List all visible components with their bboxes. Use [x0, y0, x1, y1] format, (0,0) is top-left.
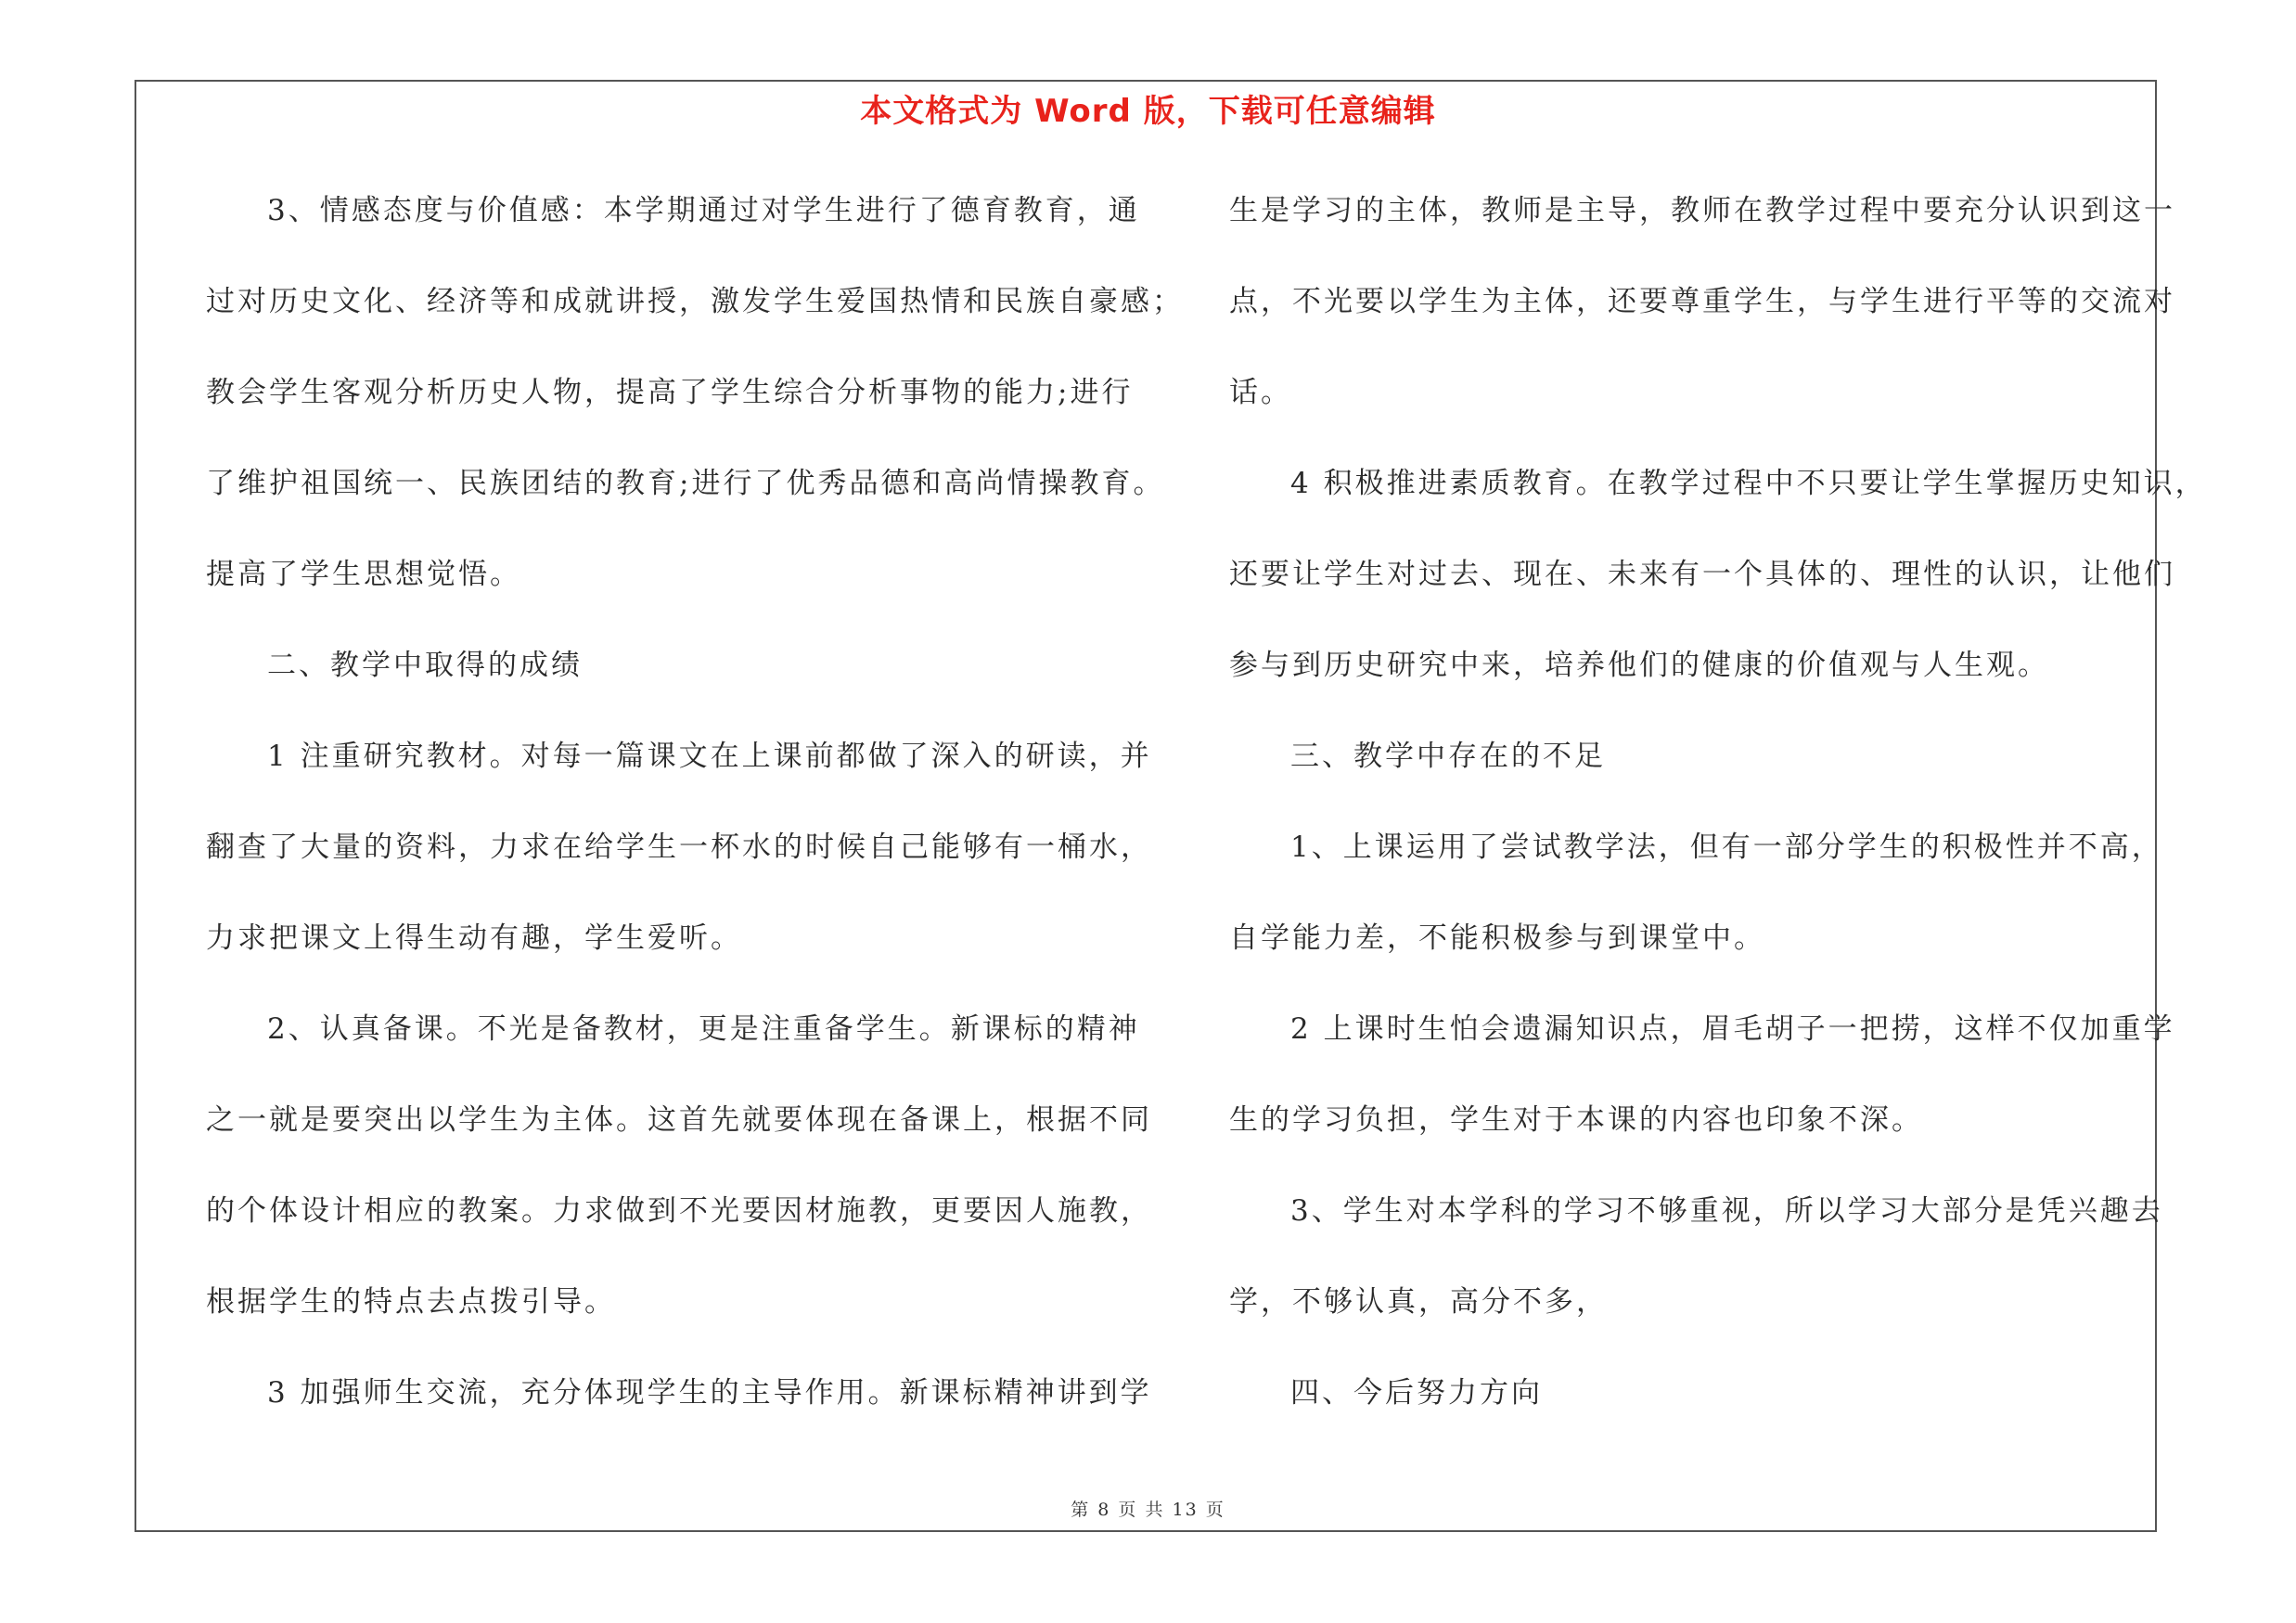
text-line: 3、学生对本学科的学习不够重视，所以学习大部分是凭兴趣去	[1290, 1194, 2163, 1228]
text-line: 1 注重研究教材。对每一篇课文在上课前都做了深入的研读，并	[267, 740, 1152, 773]
text-line: 四、今后努力方向	[1290, 1376, 1543, 1410]
text-line: 了维护祖国统一、民族团结的教育;进行了优秀品德和高尚情操教育。	[206, 467, 1165, 500]
text-line: 3 加强师生交流，充分体现学生的主导作用。新课标精神讲到学	[267, 1376, 1152, 1410]
right-column	[1229, 184, 2207, 1457]
text-line: 4 积极推进素质教育。在教学过程中不只要让学生掌握历史知识，	[1290, 467, 2207, 500]
text-line: 翻查了大量的资料，力求在给学生一杯水的时候自己能够有一桶水，	[206, 831, 1152, 864]
text-line: 三、教学中存在的不足	[1290, 740, 1606, 773]
text-line: 学，不够认真，高分不多，	[1229, 1285, 1608, 1319]
page-number: 第 8 页 共 13 页	[1071, 1500, 1225, 1520]
text-line: 话。	[1229, 376, 1292, 409]
text-line: 提高了学生思想觉悟。	[206, 558, 521, 591]
text-line: 1、上课运用了尝试教学法，但有一部分学生的积极性并不高，	[1290, 831, 2163, 864]
text-line: 二、教学中取得的成绩	[267, 649, 583, 682]
format-banner: 本文格式为 Word 版，下载可任意编辑	[860, 93, 1436, 130]
text-line: 2、认真备课。不光是备教材，更是注重备学生。新课标的精神	[267, 1012, 1140, 1046]
left-column	[206, 184, 1184, 1457]
text-line: 3、情感态度与价值感：本学期通过对学生进行了德育教育，通	[267, 194, 1140, 227]
text-line: 根据学生的特点去点拨引导。	[206, 1285, 616, 1319]
text-line: 参与到历史研究中来，培养他们的健康的价值观与人生观。	[1229, 649, 2049, 682]
text-line: 的个体设计相应的教案。力求做到不光要因材施教，更要因人施教，	[206, 1194, 1152, 1228]
text-line: 2 上课时生怕会遗漏知识点，眉毛胡子一把捞，这样不仅加重学	[1290, 1012, 2175, 1046]
text-line: 教会学生客观分析历史人物，提高了学生综合分析事物的能力;进行	[206, 376, 1134, 409]
text-line: 点，不光要以学生为主体，还要尊重学生，与学生进行平等的交流对	[1229, 285, 2175, 318]
text-line: 自学能力差，不能积极参与到课堂中。	[1229, 921, 1765, 955]
text-line: 之一就是要突出以学生为主体。这首先就要体现在备课上，根据不同	[206, 1103, 1152, 1137]
text-line: 生的学习负担，学生对于本课的内容也印象不深。	[1229, 1103, 1923, 1137]
text-line: 力求把课文上得生动有趣，学生爱听。	[206, 921, 742, 955]
text-line: 过对历史文化、经济等和成就讲授，激发学生爱国热情和民族自豪感；	[206, 285, 1184, 318]
text-line: 还要让学生对过去、现在、未来有一个具体的、理性的认识，让他们	[1229, 558, 2175, 591]
text-line: 生是学习的主体，教师是主导，教师在教学过程中要充分认识到这一	[1229, 194, 2175, 227]
